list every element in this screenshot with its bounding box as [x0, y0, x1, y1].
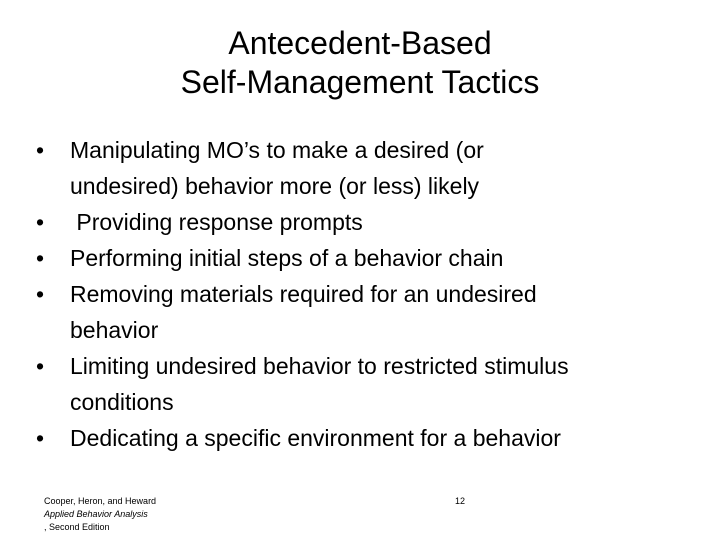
footer-book: [44, 508, 344, 534]
bullet-item-materials: [36, 276, 696, 348]
bullet-text-line: undesired) behavior more (or less) likely: [70, 173, 480, 199]
page-number: 12: [455, 496, 466, 506]
footer-book-title: Applied Behavior Analysis: [44, 509, 148, 519]
footer-authors: Cooper, Heron, and Heward: [44, 496, 157, 506]
bullet-item-chain: [36, 240, 696, 276]
bullet-marker: •: [36, 425, 45, 451]
bullet-marker: •: [36, 245, 45, 271]
bullet-text-line: Dedicating a specific environment for a behavior: [70, 425, 561, 451]
bullet-list: [36, 132, 696, 456]
bullet-item-environment: [36, 420, 696, 456]
bullet-text-line: behavior: [70, 317, 159, 343]
title-line-1: Antecedent-Based: [228, 25, 492, 61]
title-line-2: Self-Management Tactics: [180, 64, 540, 100]
bullet-text-line: conditions: [70, 389, 174, 415]
bullet-text-line: Providing response prompts: [70, 209, 363, 235]
slide-title: [90, 24, 630, 102]
bullet-item-mo: [36, 132, 696, 204]
bullet-marker: •: [36, 281, 45, 307]
bullet-item-prompts: [36, 204, 696, 240]
footer-edition: , Second Edition: [44, 522, 110, 532]
footer-citation: [44, 495, 344, 534]
bullet-marker: •: [36, 353, 45, 379]
bullet-text-line: Performing initial steps of a behavior chain: [70, 245, 504, 271]
bullet-marker: •: [36, 137, 45, 163]
bullet-marker: •: [36, 209, 45, 235]
bullet-text-line: Limiting undesired behavior to restricted stimulus: [70, 353, 569, 379]
bullet-item-limiting: [36, 348, 696, 420]
bullet-text-line: Manipulating MO’s to make a desired (or: [70, 137, 484, 163]
bullet-text-line: Removing materials required for an undesired: [70, 281, 537, 307]
